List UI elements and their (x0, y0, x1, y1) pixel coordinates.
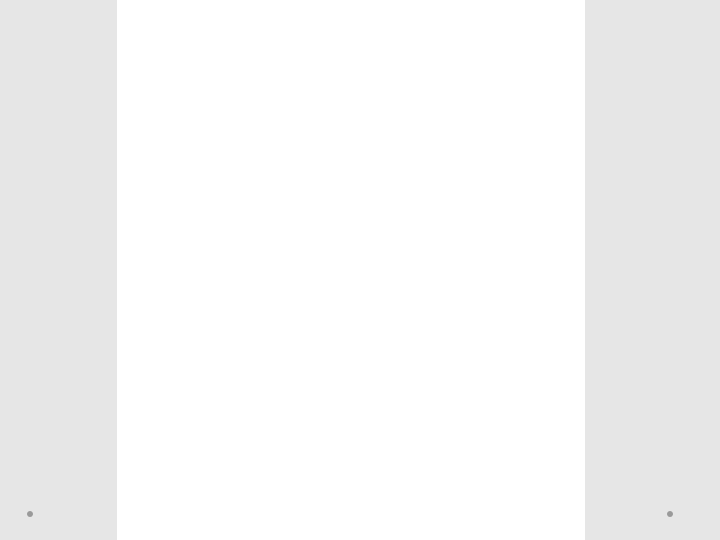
chart-panel (117, 0, 585, 540)
left-margin (0, 0, 117, 540)
right-margin (585, 0, 720, 540)
slide-dot-right (667, 511, 673, 517)
slide-dot-left (27, 511, 33, 517)
